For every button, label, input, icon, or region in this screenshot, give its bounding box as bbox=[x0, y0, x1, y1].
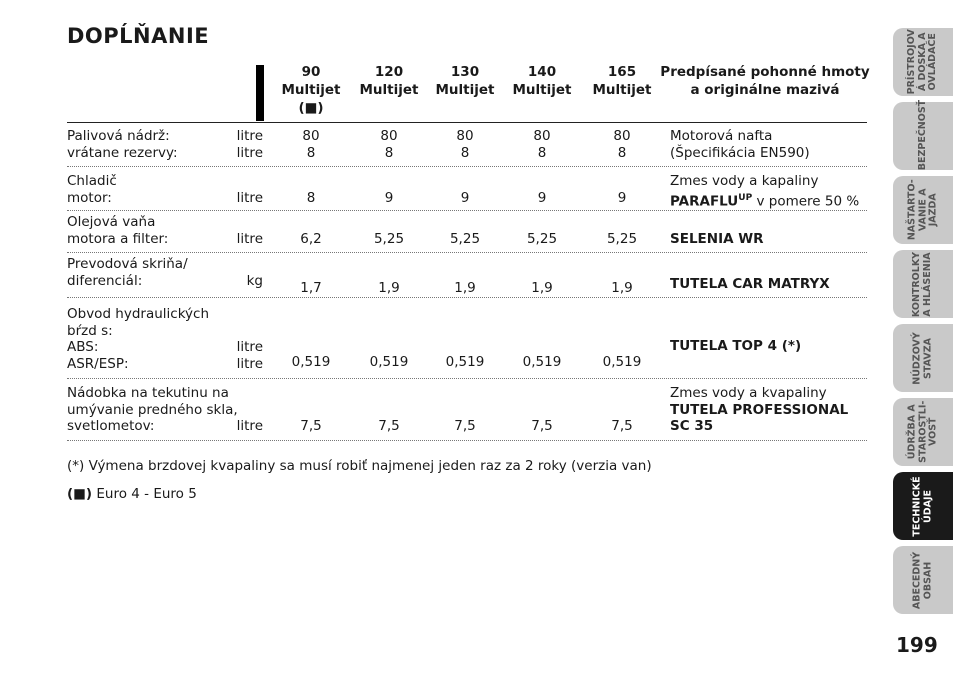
row-label-line bbox=[67, 339, 263, 356]
row-label-line bbox=[67, 256, 263, 273]
row-divider bbox=[67, 210, 867, 211]
value-text: 8 bbox=[384, 144, 394, 161]
chapter-tab-label: ÚDRŽBA A STAROSTLI- VOSŤ bbox=[906, 400, 939, 464]
column-header-text: (■) bbox=[298, 100, 324, 116]
value-cell bbox=[361, 280, 417, 297]
spec-product: TUTELA CAR MATRYX bbox=[670, 276, 830, 292]
spec-product: SC 35 bbox=[670, 418, 714, 434]
row-divider bbox=[67, 252, 867, 253]
chapter-tab[interactable] bbox=[893, 324, 953, 392]
header-divider-mark bbox=[256, 65, 264, 121]
value-cell bbox=[361, 354, 417, 371]
value-text: 9 bbox=[617, 190, 627, 206]
value-text: 6,2 bbox=[300, 231, 322, 247]
chapter-tab[interactable] bbox=[893, 546, 953, 614]
row-label-line bbox=[67, 356, 263, 373]
value-cell bbox=[361, 128, 417, 161]
value-text: 1,9 bbox=[454, 280, 476, 296]
value-text: 8 bbox=[460, 144, 470, 161]
row-label bbox=[67, 173, 263, 206]
value-text: 0,519 bbox=[369, 354, 409, 370]
label-text: vrátane rezervy: bbox=[67, 144, 178, 161]
value-cell bbox=[283, 418, 339, 435]
value-cell bbox=[361, 190, 417, 207]
column-header-0 bbox=[281, 63, 341, 117]
spec-text: Motorová nafta bbox=[670, 128, 773, 144]
column-header-text: 120 bbox=[374, 64, 404, 80]
value-text: 9 bbox=[537, 190, 547, 206]
unit-text: litre bbox=[236, 230, 263, 247]
unit-text: litre bbox=[236, 355, 263, 372]
label-text: umývanie predného skla, bbox=[67, 401, 238, 418]
row-label bbox=[67, 214, 263, 247]
value-cell bbox=[361, 231, 417, 248]
row-divider bbox=[67, 297, 867, 298]
value-cell bbox=[283, 128, 339, 161]
row-label-line bbox=[67, 231, 263, 248]
column-header-text: Multijet bbox=[435, 82, 495, 98]
chapter-tab-label: KONTROLKY A HLÁSENIA bbox=[911, 251, 934, 317]
column-header-text: 90 bbox=[301, 64, 321, 80]
value-text: 0,519 bbox=[291, 354, 331, 370]
column-header-text: Multijet bbox=[512, 82, 572, 98]
row-divider bbox=[67, 166, 867, 167]
column-header-text: 165 bbox=[607, 64, 637, 80]
label-text: ASR/ESP: bbox=[67, 355, 129, 372]
value-cell bbox=[283, 190, 339, 207]
value-text: 1,9 bbox=[378, 280, 400, 296]
value-text: 80 bbox=[533, 128, 551, 144]
chapter-tab[interactable] bbox=[893, 176, 953, 244]
value-text: 8 bbox=[617, 144, 627, 161]
spec-text: (Špecifikácia EN590) bbox=[670, 144, 810, 161]
chapter-tab-label: ABECEDNÝ OBSAH bbox=[911, 551, 933, 609]
label-text: bŕzd s: bbox=[67, 322, 113, 339]
row-divider bbox=[67, 378, 867, 379]
value-cell bbox=[283, 354, 339, 371]
value-text: 7,5 bbox=[300, 418, 322, 434]
value-cell bbox=[514, 354, 570, 371]
chapter-tab[interactable] bbox=[893, 250, 953, 318]
label-text: Chladič bbox=[67, 173, 117, 189]
label-text: svetlometov: bbox=[67, 418, 155, 434]
value-text: 8 bbox=[537, 144, 547, 161]
row-label-line bbox=[67, 306, 263, 323]
footnote-brake-fluid: (*) Výmena brzdovej kvapaliny sa musí robiť najmenej jeden raz za 2 roky (verzia van) bbox=[67, 458, 652, 474]
spec-column-header: Predpísané pohonné hmoty a originálne mazivá bbox=[660, 64, 870, 98]
row-label-line bbox=[67, 385, 263, 402]
chapter-tab[interactable] bbox=[893, 398, 953, 466]
chapter-tab-label: NÚDZOVÝ STAVZA bbox=[911, 331, 933, 385]
value-text: 0,519 bbox=[445, 354, 485, 370]
row-label-line bbox=[67, 145, 263, 162]
column-header-1 bbox=[359, 63, 419, 99]
value-cell bbox=[437, 280, 493, 297]
spec-product: SELENIA WR bbox=[670, 231, 764, 247]
label-text: Palivová nádrž: bbox=[67, 128, 170, 144]
chapter-tab-label: BEZPEČNOSŤ bbox=[916, 99, 928, 170]
value-text: 1,7 bbox=[300, 280, 322, 296]
value-text: 7,5 bbox=[454, 418, 476, 434]
value-cell bbox=[514, 190, 570, 207]
chapter-tab-label: TECHNICKÉ ÚDAJE bbox=[911, 475, 934, 537]
value-text: 7,5 bbox=[611, 418, 633, 434]
spec-product: TUTELA TOP 4 (*) bbox=[670, 338, 802, 354]
label-text: Obvod hydraulických bbox=[67, 306, 210, 322]
chapter-tab-label: PRÍSTROJOV Á DOSKA A OVLÁDAČE bbox=[906, 29, 939, 95]
unit-text: litre bbox=[236, 144, 263, 161]
value-text: 80 bbox=[380, 128, 398, 144]
row-label-line bbox=[67, 173, 263, 190]
spec-brand-tail: v pomere 50 % bbox=[752, 193, 860, 209]
value-text: 8 bbox=[306, 144, 316, 161]
chapter-tab[interactable] bbox=[893, 99, 953, 170]
unit-text: litre bbox=[236, 128, 263, 144]
value-cell bbox=[594, 354, 650, 371]
column-header-4 bbox=[592, 63, 652, 99]
spec-text: Zmes vody a kvapaliny bbox=[670, 385, 827, 401]
value-cell bbox=[437, 354, 493, 371]
value-text: 8 bbox=[306, 190, 316, 206]
value-cell bbox=[594, 280, 650, 297]
footnote-euro-text: Euro 4 - Euro 5 bbox=[92, 486, 197, 502]
spec-cell bbox=[670, 128, 870, 161]
row-label bbox=[67, 128, 263, 161]
row-label-line bbox=[67, 273, 263, 290]
value-cell bbox=[514, 280, 570, 297]
value-cell bbox=[514, 128, 570, 161]
value-cell bbox=[514, 231, 570, 248]
value-cell bbox=[283, 280, 339, 297]
value-text: 9 bbox=[384, 190, 394, 206]
value-cell bbox=[594, 231, 650, 248]
row-label-line bbox=[67, 418, 263, 435]
spec-cell bbox=[670, 231, 870, 248]
value-text: 5,25 bbox=[526, 231, 558, 247]
row-label bbox=[67, 306, 263, 372]
chapter-tab[interactable] bbox=[893, 472, 953, 540]
row-label-line bbox=[67, 214, 263, 231]
column-header-3 bbox=[512, 63, 572, 99]
page-number: 199 bbox=[896, 633, 938, 657]
chapter-tab-label: NAŠTARTO- VANIE A JAZDA bbox=[906, 179, 939, 241]
spec-text: Zmes vody a kapaliny bbox=[670, 173, 819, 189]
unit-text: litre bbox=[236, 418, 263, 434]
unit-text: litre bbox=[236, 189, 263, 206]
column-header-text: Multijet bbox=[359, 82, 419, 98]
value-text: 5,25 bbox=[449, 231, 481, 247]
label-text: motora a filter: bbox=[67, 230, 169, 247]
row-label bbox=[67, 385, 263, 435]
value-text: 80 bbox=[456, 128, 474, 144]
row-label bbox=[67, 256, 263, 289]
row-label-line bbox=[67, 190, 263, 207]
column-header-2 bbox=[435, 63, 495, 99]
value-cell bbox=[283, 231, 339, 248]
chapter-tab[interactable] bbox=[893, 28, 953, 96]
value-text: 1,9 bbox=[611, 280, 633, 296]
spec-brand: PARAFLU bbox=[670, 193, 739, 209]
value-cell bbox=[514, 418, 570, 435]
column-header-text: 130 bbox=[450, 64, 480, 80]
value-cell bbox=[437, 231, 493, 248]
spec-product: TUTELA PROFESSIONAL bbox=[670, 401, 849, 418]
column-header-text: 140 bbox=[527, 64, 557, 80]
label-text: diferenciál: bbox=[67, 272, 143, 289]
spec-brand-sup: UP bbox=[738, 192, 753, 203]
row-label-line bbox=[67, 323, 263, 340]
footnote-symbol: (■) bbox=[67, 486, 93, 502]
value-text: 9 bbox=[460, 190, 470, 206]
footnote-euro bbox=[67, 486, 197, 502]
label-text: Olejová vaňa bbox=[67, 214, 156, 230]
row-label-line bbox=[67, 128, 263, 145]
value-cell bbox=[437, 128, 493, 161]
value-cell bbox=[594, 190, 650, 207]
value-text: 5,25 bbox=[606, 231, 638, 247]
value-text: 80 bbox=[613, 128, 631, 144]
value-text: 0,519 bbox=[602, 354, 642, 370]
page-title: DOPĹŇANIE bbox=[67, 24, 210, 48]
value-cell bbox=[437, 418, 493, 435]
value-text: 5,25 bbox=[373, 231, 405, 247]
label-text: Prevodová skriňa/ bbox=[67, 256, 188, 272]
label-text: motor: bbox=[67, 189, 112, 206]
row-label-line bbox=[67, 402, 263, 419]
value-cell bbox=[361, 418, 417, 435]
row-divider bbox=[67, 440, 867, 441]
spec-cell bbox=[670, 385, 870, 435]
value-cell bbox=[594, 128, 650, 161]
column-header-text: Multijet bbox=[592, 82, 652, 98]
label-text: Nádobka na tekutinu na bbox=[67, 385, 229, 401]
unit-text: kg bbox=[246, 272, 263, 289]
value-text: 7,5 bbox=[378, 418, 400, 434]
spec-cell bbox=[670, 276, 870, 293]
value-text: 0,519 bbox=[522, 354, 562, 370]
value-text: 7,5 bbox=[531, 418, 553, 434]
label-text: ABS: bbox=[67, 339, 99, 355]
unit-text: litre bbox=[236, 339, 263, 355]
spec-cell bbox=[670, 173, 870, 210]
value-cell bbox=[594, 418, 650, 435]
spec-cell bbox=[670, 338, 870, 355]
value-text: 1,9 bbox=[531, 280, 553, 296]
spec-brand-line bbox=[670, 190, 870, 210]
value-text: 80 bbox=[302, 128, 320, 144]
column-header-text: Multijet bbox=[281, 82, 341, 98]
row-divider bbox=[67, 122, 867, 123]
value-cell bbox=[437, 190, 493, 207]
